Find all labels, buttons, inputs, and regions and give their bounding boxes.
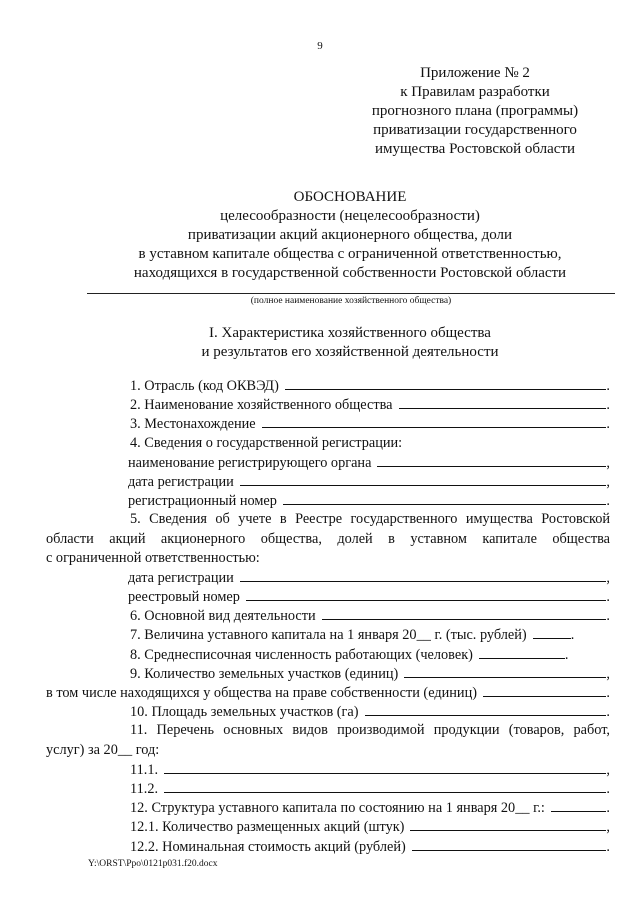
registration-date-field[interactable] bbox=[240, 472, 607, 486]
appendix-line: к Правилам разработки bbox=[400, 84, 550, 100]
field-label: 7. Величина уставного капитала на 1 января 20__ г. (тыс. рублей) bbox=[130, 627, 527, 644]
owned-plots-field[interactable] bbox=[483, 683, 606, 697]
form-row-registering-authority bbox=[88, 453, 610, 472]
registry-number-field[interactable] bbox=[246, 587, 607, 601]
punctuation: . bbox=[606, 781, 610, 798]
field-label: 1. Отрасль (код ОКВЭД) bbox=[130, 378, 279, 394]
form-row-product-2 bbox=[88, 779, 610, 798]
form-row-shares-count bbox=[88, 817, 610, 836]
appendix-line: имущества Ростовской области bbox=[374, 141, 576, 157]
punctuation: . bbox=[606, 416, 610, 433]
form-row-industry bbox=[88, 376, 610, 395]
paragraph-line: области акций акционерного общества, долей в уставном капитале общества bbox=[46, 530, 610, 547]
form-row-registration-date bbox=[88, 472, 610, 491]
field-label: в том числе находящихся у общества на праве собственности (единиц) bbox=[46, 685, 477, 702]
registration-number-field[interactable] bbox=[283, 491, 606, 505]
form-row-capital-structure bbox=[88, 798, 610, 817]
paragraph-line: с ограниченной ответственностью: bbox=[46, 549, 260, 566]
title-line: находящихся в государственной собственности Ростовской области bbox=[133, 265, 567, 281]
registry-date-field[interactable] bbox=[240, 568, 607, 582]
punctuation: . bbox=[606, 378, 610, 394]
punctuation: , bbox=[606, 473, 610, 490]
form-row-owned-plots bbox=[46, 683, 610, 702]
form-row-registry-number bbox=[88, 587, 610, 606]
field-label: дата регистрации bbox=[128, 473, 234, 490]
field-label: 6. Основной вид деятельности bbox=[130, 608, 316, 625]
form-paragraph-products bbox=[46, 721, 610, 759]
form-row-authorized-capital bbox=[88, 625, 610, 644]
punctuation: . bbox=[606, 608, 610, 625]
form-row-nominal-value bbox=[88, 837, 610, 856]
punctuation: . bbox=[570, 627, 575, 644]
title-line: приватизации акций акционерного общества, доли bbox=[187, 227, 513, 243]
field-label: 2. Наименование хозяйственного общества bbox=[130, 397, 393, 414]
punctuation: . bbox=[606, 800, 610, 817]
form-row-land-area bbox=[88, 702, 610, 721]
paragraph-line: услуг) за 20__ год: bbox=[46, 741, 160, 758]
field-label: 8. Среднесписочная численность работающих (человек) bbox=[130, 646, 473, 663]
field-label: 10. Площадь земельных участков (га) bbox=[130, 704, 359, 721]
form-row-location bbox=[88, 414, 610, 433]
shares-count-field[interactable] bbox=[410, 817, 606, 831]
field-label: реестровый номер bbox=[128, 589, 240, 606]
paragraph-line: 5. Сведения об учете в Реестре государственного имущества Ростовской bbox=[130, 511, 610, 528]
headcount-field[interactable] bbox=[479, 645, 565, 659]
field-label: 12. Структура уставного капитала по состоянию на 1 января 20__ г.: bbox=[130, 800, 545, 817]
main-activity-field[interactable] bbox=[322, 606, 607, 620]
field-label: 11.2. bbox=[130, 781, 159, 798]
capital-structure-field[interactable] bbox=[551, 798, 607, 812]
section-heading-line: и результатов его хозяйственной деятельности bbox=[201, 344, 499, 360]
registering-authority-field[interactable] bbox=[377, 453, 606, 467]
punctuation: , bbox=[606, 569, 610, 586]
section-heading bbox=[60, 324, 640, 362]
field-label: 12.1. Количество размещенных акций (штук) bbox=[130, 819, 405, 836]
characteristics-form bbox=[46, 376, 610, 856]
punctuation: . bbox=[606, 838, 610, 855]
form-row-headcount bbox=[88, 645, 610, 664]
field-label: 9. Количество земельных участков (единиц) bbox=[130, 665, 399, 682]
form-row-registration-number bbox=[88, 491, 610, 510]
form-row-product-1 bbox=[88, 760, 610, 779]
appendix-line: приватизации государственного bbox=[373, 122, 577, 138]
field-label: 3. Местонахождение bbox=[130, 416, 256, 433]
company-name-caption: (полное наименование хозяйственного общества) bbox=[250, 296, 452, 306]
field-label: 4. Сведения о государственной регистрации: bbox=[130, 434, 403, 451]
product-1-field[interactable] bbox=[164, 760, 606, 774]
punctuation: . bbox=[564, 646, 569, 663]
company-name-field[interactable] bbox=[87, 293, 615, 294]
product-2-field[interactable] bbox=[164, 779, 606, 793]
file-path-footer: Y:\ORST\Ppo\0121p031.f20.docx bbox=[88, 859, 218, 869]
punctuation: , bbox=[606, 454, 610, 471]
nominal-value-field[interactable] bbox=[412, 837, 607, 851]
punctuation: . bbox=[606, 704, 610, 721]
document-title bbox=[60, 188, 640, 283]
land-plots-field[interactable] bbox=[404, 664, 606, 678]
form-row-main-activity bbox=[88, 606, 610, 625]
field-label: дата регистрации bbox=[128, 569, 234, 586]
appendix-line: Приложение № 2 bbox=[420, 65, 530, 81]
appendix-line: прогнозного плана (программы) bbox=[371, 103, 579, 119]
form-row-land-plots bbox=[88, 664, 610, 683]
punctuation: , bbox=[606, 819, 610, 836]
location-field[interactable] bbox=[262, 414, 607, 428]
form-paragraph-registry bbox=[46, 510, 610, 568]
form-row-registration bbox=[88, 434, 610, 453]
industry-code-field[interactable] bbox=[285, 376, 607, 390]
title-line: целесообразности (нецелесообразности) bbox=[220, 208, 480, 224]
field-label: регистрационный номер bbox=[128, 493, 277, 510]
appendix-header bbox=[360, 64, 590, 159]
land-area-field[interactable] bbox=[365, 702, 607, 716]
field-label: 12.2. Номинальная стоимость акций (рублей) bbox=[130, 838, 406, 855]
punctuation: . bbox=[606, 685, 610, 702]
authorized-capital-field[interactable] bbox=[533, 625, 571, 639]
punctuation: . bbox=[606, 397, 610, 414]
title-heading: ОБОСНОВАНИЕ bbox=[293, 189, 407, 205]
punctuation: , bbox=[606, 665, 610, 682]
punctuation: . bbox=[606, 589, 610, 606]
title-line: в уставном капитале общества с ограниченной ответственностью, bbox=[138, 246, 562, 262]
form-row-company-name bbox=[88, 395, 610, 414]
field-label: 11.1. bbox=[130, 761, 159, 778]
form-row-registry-date bbox=[88, 568, 610, 587]
page-number: 9 bbox=[317, 40, 323, 52]
company-name-input[interactable] bbox=[399, 395, 607, 409]
punctuation: . bbox=[606, 493, 610, 510]
paragraph-line: 11. Перечень основных видов производимой продукции (товаров, работ, bbox=[130, 722, 610, 739]
punctuation: , bbox=[606, 761, 610, 778]
field-label: наименование регистрирующего органа bbox=[128, 454, 372, 471]
section-heading-line: I. Характеристика хозяйственного общества bbox=[209, 325, 491, 341]
